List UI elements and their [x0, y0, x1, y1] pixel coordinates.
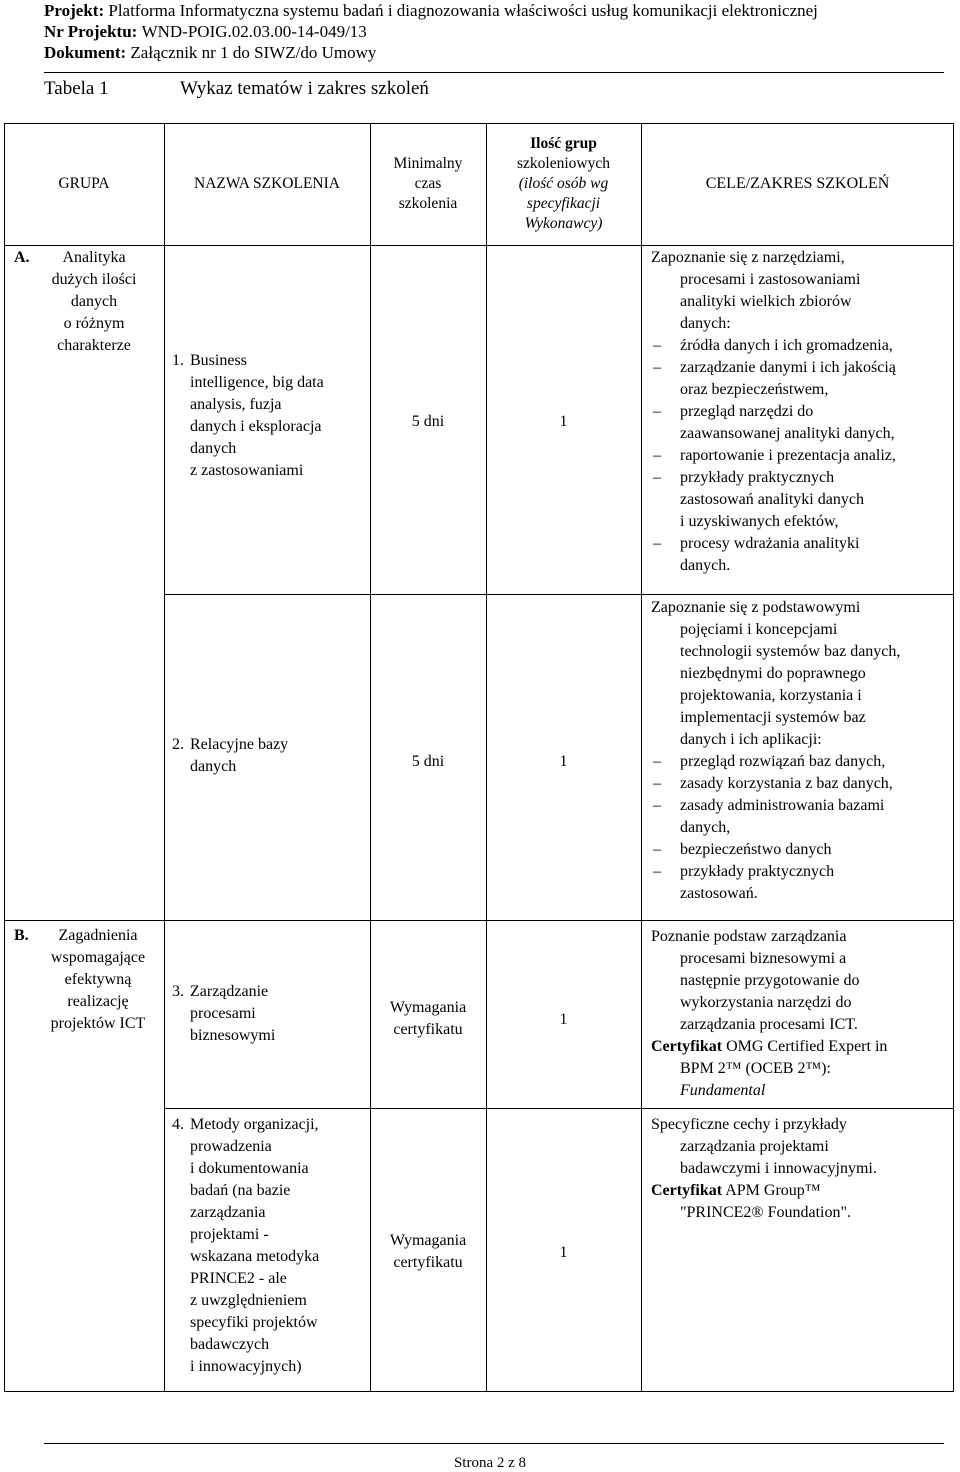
group-a-line: charakterze	[57, 337, 131, 354]
row-4-name-line: i innowacyjnych)	[190, 1358, 302, 1375]
row-2-scope-intro: danych i ich aplikacji:	[680, 731, 822, 748]
column-header-group	[4, 123, 164, 245]
list-item-text: – przegląd narzędzi do	[680, 403, 814, 420]
row-3-certificate-label: Certyfikat	[651, 1038, 723, 1055]
list-item-text: – przegląd rozwiązań baz danych,	[680, 753, 886, 770]
list-item	[651, 445, 951, 467]
row-2-scope-list	[651, 751, 951, 905]
row-4-certificate	[651, 1180, 951, 1202]
row-4-count-value: 1	[559, 1244, 568, 1261]
row-1-number: 1.	[172, 352, 184, 369]
group-a-line: danych	[70, 293, 118, 310]
column-header-count-line: szkoleniowych	[517, 155, 610, 172]
project-label: Projekt:	[44, 1, 105, 20]
list-item	[651, 533, 951, 577]
group-b-line: projektów ICT	[50, 1015, 146, 1032]
document-line	[44, 42, 818, 63]
row-4-scope-intro: Specyficzne cechy i przykłady	[651, 1116, 847, 1133]
column-divider	[641, 123, 642, 1392]
table-number: Tabela 1	[44, 78, 109, 99]
column-divider	[164, 123, 165, 1392]
list-item-text: danych.	[680, 557, 731, 574]
row-1-name-line: intelligence, big data	[190, 374, 324, 391]
list-item-text: – zasady administrowania bazami	[680, 797, 885, 814]
column-header-group-label: GRUPA	[58, 175, 110, 192]
column-header-scope-label: CELE/ZAKRES SZKOLEŃ	[705, 175, 890, 192]
row-3-name-line: biznesowymi	[190, 1027, 276, 1044]
list-item-text: – raportowanie i prezentacja analiz,	[680, 447, 896, 464]
row-3-scope-intro: zarządzania procesami ICT.	[680, 1016, 858, 1033]
row-1-name-line: danych	[190, 440, 237, 457]
list-item	[651, 751, 951, 773]
column-header-time-line: szkolenia	[398, 195, 458, 212]
row-3-certificate-text: Fundamental	[680, 1082, 766, 1099]
row-divider	[4, 920, 954, 921]
row-3-count-value: 1	[559, 1011, 568, 1028]
row-divider	[164, 594, 954, 595]
list-item-text: i uzyskiwanych efektów,	[680, 513, 839, 530]
row-divider	[4, 245, 954, 246]
row-3-name	[172, 981, 368, 1047]
row-1-scope-intro: procesami i zastosowaniami	[680, 271, 861, 288]
row-2-scope-intro: pojęciami i koncepcjami	[680, 621, 838, 638]
row-2-time-value: 5 dni	[411, 753, 445, 770]
group-b-line: wspomagające	[50, 949, 146, 966]
table-title: Wykaz tematów i zakres szkoleń	[180, 78, 429, 99]
row-2-scope-intro: technologii systemów baz danych,	[680, 643, 901, 660]
row-3-scope-intro: Poznanie podstaw zarządzania	[651, 928, 847, 945]
row-4-name-line: i dokumentowania	[190, 1160, 309, 1177]
column-header-time-line: Minimalny	[393, 155, 463, 172]
group-b-line: Zagadnienia	[58, 927, 138, 944]
row-1-scope-intro: Zapoznanie się z narzędziami,	[651, 249, 845, 266]
list-item	[651, 795, 951, 839]
group-a-letter: A.	[14, 249, 30, 266]
list-item-text: – zarządzanie danymi i ich jakością	[680, 359, 896, 376]
row-4-certificate-text: APM Group™	[725, 1182, 821, 1199]
row-1-count	[486, 410, 641, 434]
list-item	[651, 839, 951, 861]
row-3-certificate-text: OMG Certified Expert in	[726, 1038, 888, 1055]
row-1-count-value: 1	[559, 413, 568, 430]
row-3-scope	[651, 926, 951, 1102]
row-1-name-line: danych i eksploracja	[190, 418, 322, 435]
row-2-count	[486, 750, 641, 774]
list-item-text: – źródła danych i ich gromadzenia,	[680, 337, 893, 354]
column-header-count	[486, 123, 641, 245]
column-header-scope	[641, 123, 954, 245]
row-2-scope-intro: Zapoznanie się z podstawowymi	[651, 599, 861, 616]
list-item-text: oraz bezpieczeństwem,	[680, 381, 829, 398]
row-4-count	[486, 1241, 641, 1265]
project-number-value: WND-POIG.02.03.00-14-049/13	[141, 22, 367, 41]
row-3-name-line: procesami	[190, 1005, 256, 1022]
list-item-text: – bezpieczeństwo danych	[680, 841, 832, 858]
row-4-name-line: prowadzenia	[190, 1138, 272, 1155]
row-1-name-line: z zastosowaniami	[190, 462, 304, 479]
header-divider	[44, 72, 944, 73]
row-4-time	[370, 1230, 486, 1274]
project-number-label: Nr Projektu:	[44, 22, 138, 41]
row-3-certificate-text: BPM 2™ (OCEB 2™):	[680, 1060, 831, 1077]
row-3-time	[370, 997, 486, 1041]
row-4-scope-intro: badawczymi i innowacyjnymi.	[680, 1160, 877, 1177]
column-header-count-line: Ilość grup	[530, 135, 597, 152]
row-3-certificate	[651, 1036, 951, 1058]
row-2-name-line: Relacyjne bazy	[190, 736, 289, 753]
column-header-count-note: specyfikacji	[526, 195, 601, 212]
row-2-time	[370, 750, 486, 774]
row-4-scope	[651, 1114, 951, 1224]
row-2-scope-intro: projektowania, korzystania i	[680, 687, 862, 704]
footer-divider	[44, 1443, 944, 1444]
list-item-text: zaawansowanej analityki danych,	[680, 425, 895, 442]
group-a-cell	[14, 247, 162, 357]
group-b-line: realizację	[67, 993, 129, 1010]
row-4-name-line: zarządzania	[190, 1204, 266, 1221]
row-1-name-line: Business	[190, 352, 247, 369]
row-4-time-value: Wymagania	[389, 1232, 467, 1249]
list-item	[651, 335, 951, 357]
row-3-number: 3.	[172, 983, 184, 1000]
row-4-name-line: wskazana metodyka	[190, 1248, 320, 1265]
row-3-scope-intro: następnie przygotowanie do	[680, 972, 860, 989]
list-item-text: – przykłady praktycznych	[680, 469, 835, 486]
row-4-name-line: z uwzględnieniem	[190, 1292, 307, 1309]
row-4-name-line: badań (na bazie	[190, 1182, 291, 1199]
project-number-line	[44, 21, 818, 42]
row-4-name-line: Metody organizacji,	[190, 1116, 319, 1133]
row-1-scope-intro: analityki wielkich zbiorów	[680, 293, 852, 310]
group-a-line: dużych ilości	[51, 271, 137, 288]
list-item	[651, 357, 951, 401]
row-3-time-value: certyfikatu	[393, 1021, 463, 1038]
row-1-scope-list	[651, 335, 951, 577]
row-3-name-line: Zarządzanie	[190, 983, 269, 1000]
list-item-text: – zasady korzystania z baz danych,	[680, 775, 893, 792]
row-3-time-value: Wymagania	[389, 999, 467, 1016]
list-item-text: zastosowań.	[680, 885, 758, 902]
row-3-scope-intro: procesami biznesowymi a	[680, 950, 847, 967]
row-4-name-line: specyfiki projektów	[190, 1314, 318, 1331]
row-2-scope-intro: implementacji systemów baz	[680, 709, 866, 726]
row-4-time-value: certyfikatu	[393, 1254, 463, 1271]
list-item-text: zastosowań analityki danych	[680, 491, 864, 508]
row-4-name-line: PRINCE2 - ale	[190, 1270, 287, 1287]
row-2-name-line: danych	[190, 758, 237, 775]
row-3-count	[486, 1008, 641, 1032]
group-a-line: Analityka	[62, 249, 126, 266]
row-4-certificate-label: Certyfikat	[651, 1182, 723, 1199]
row-3-scope-intro: wykorzystania narzędzi do	[680, 994, 852, 1011]
row-4-scope-intro: zarządzania projektami	[680, 1138, 829, 1155]
group-b-line: efektywną	[64, 971, 132, 988]
project-line	[44, 0, 818, 21]
column-header-count-note: Wykonawcy)	[524, 215, 603, 232]
row-4-certificate-text: "PRINCE2® Foundation".	[680, 1204, 852, 1221]
group-b-cell	[14, 925, 162, 1035]
row-4-number: 4.	[172, 1116, 184, 1133]
row-1-name-line: analysis, fuzja	[190, 396, 282, 413]
row-1-time-value: 5 dni	[411, 413, 445, 430]
page-number: Strona 2 z 8	[453, 1455, 527, 1471]
row-divider	[164, 1108, 954, 1109]
row-1-name	[172, 350, 368, 482]
list-item-text: danych,	[680, 819, 731, 836]
document-header	[44, 0, 818, 63]
list-item	[651, 401, 951, 445]
list-item	[651, 467, 951, 533]
column-header-name-label: NAZWA SZKOLENIA	[194, 175, 340, 192]
document-label: Dokument:	[44, 43, 127, 62]
row-2-count-value: 1	[559, 753, 568, 770]
column-header-count-note: (ilość osób wg	[518, 175, 609, 192]
row-2-name	[172, 734, 368, 778]
project-value: Platforma Informatyczna systemu badań i diagnozowania właściwości usług komunikacji elektronicznej	[108, 1, 818, 20]
list-item	[651, 773, 951, 795]
row-4-name	[172, 1114, 368, 1378]
column-header-time-line: czas	[414, 175, 442, 192]
document-value: Załącznik nr 1 do SIWZ/do Umowy	[130, 43, 377, 62]
row-1-time	[370, 410, 486, 434]
group-a-line: o różnym	[63, 315, 125, 332]
row-4-name-line: projektami -	[190, 1226, 269, 1243]
row-1-scope	[651, 247, 951, 577]
column-header-name	[164, 123, 370, 245]
list-item-text: – procesy wdrażania analityki	[680, 535, 860, 552]
row-4-name-line: badawczych	[190, 1336, 270, 1353]
list-item	[651, 861, 951, 905]
row-2-number: 2.	[172, 736, 184, 753]
row-2-scope	[651, 597, 951, 905]
list-item-text: – przykłady praktycznych	[680, 863, 835, 880]
column-header-time	[370, 123, 486, 245]
row-2-scope-intro: niezbędnymi do poprawnego	[680, 665, 866, 682]
row-1-scope-intro: danych:	[680, 315, 731, 332]
group-b-letter: B.	[14, 927, 29, 944]
